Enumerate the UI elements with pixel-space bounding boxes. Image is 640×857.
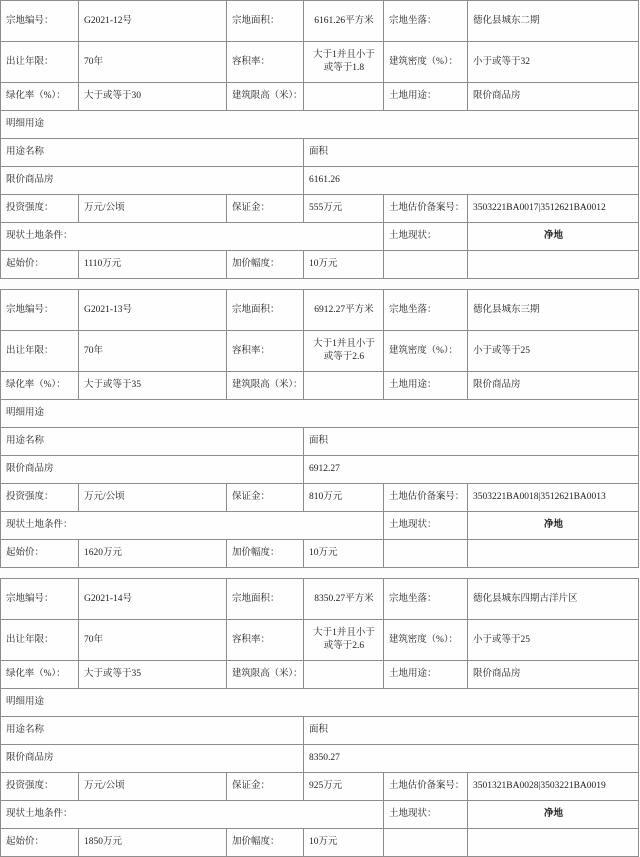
- block-separator: [0, 279, 640, 289]
- value-green-rate: 大于或等于30: [79, 83, 227, 111]
- table-row: [1, 251, 639, 279]
- table-row: [1, 223, 639, 251]
- label-investment-intensity: 投资强度：: [1, 484, 79, 512]
- table-row: [1, 428, 639, 456]
- label-land-status: 土地现状：: [384, 223, 468, 251]
- value-deposit: 555万元: [304, 195, 384, 223]
- value-valuation-record-no: 3501321BA0028|3503221BA0019: [468, 773, 639, 801]
- label-valuation-record-no: 土地估价备案号：: [384, 484, 468, 512]
- value-land-status: 净地: [468, 223, 639, 251]
- value-land-use: 限价商品房: [468, 661, 639, 689]
- table-row: [1, 456, 639, 484]
- label-starting-price: 起始价：: [1, 540, 79, 568]
- header-area: 面积: [304, 428, 639, 456]
- label-bid-increment: 加价幅度：: [227, 251, 304, 279]
- label-transfer-term: 出让年限：: [1, 331, 79, 372]
- value-bid-increment: 10万元: [304, 829, 384, 857]
- label-parcel-location: 宗地坐落：: [384, 290, 468, 331]
- label-transfer-term: 出让年限：: [1, 620, 79, 661]
- value-transfer-term: 70年: [79, 42, 227, 83]
- label-parcel-area: 宗地面积：: [227, 1, 304, 42]
- label-starting-price: 起始价：: [1, 251, 79, 279]
- value-land-status: 净地: [468, 512, 639, 540]
- value-parcel-location: 德化县城东三期: [468, 290, 639, 331]
- label-height-limit: 建筑限高（米）：: [227, 661, 304, 689]
- label-valuation-record-no: 土地估价备案号：: [384, 195, 468, 223]
- label-investment-intensity: 投资强度：: [1, 195, 79, 223]
- value-use-area: 8350.27: [304, 745, 639, 773]
- label-detail-use: 明细用途: [1, 400, 639, 428]
- table-row: [1, 167, 639, 195]
- value-use-area: 6161.26: [304, 167, 639, 195]
- label-bid-increment: 加价幅度：: [227, 829, 304, 857]
- header-area: 面积: [304, 139, 639, 167]
- value-transfer-term: 70年: [79, 620, 227, 661]
- label-green-rate: 绿化率（%）：: [1, 83, 79, 111]
- header-use-name: 用途名称: [1, 717, 304, 745]
- label-height-limit: 建筑限高（米）：: [227, 83, 304, 111]
- label-deposit: 保证金：: [227, 195, 304, 223]
- value-parcel-area: 8350.27平方米: [304, 579, 384, 620]
- value-floor-area-ratio: 大于1并且小于或等于1.8: [304, 42, 384, 83]
- label-investment-intensity: 投资强度：: [1, 773, 79, 801]
- label-green-rate: 绿化率（%）：: [1, 372, 79, 400]
- value-transfer-term: 70年: [79, 331, 227, 372]
- value-starting-price: 1620万元: [79, 540, 227, 568]
- value-green-rate: 大于或等于35: [79, 661, 227, 689]
- table-row: [1, 801, 639, 829]
- parcel-table-3: [0, 578, 639, 857]
- table-row: [1, 620, 639, 661]
- label-land-use: 土地用途：: [384, 661, 468, 689]
- header-use-name: 用途名称: [1, 139, 304, 167]
- label-parcel-location: 宗地坐落：: [384, 1, 468, 42]
- label-building-density: 建筑密度（%）：: [384, 42, 468, 83]
- table-row: [1, 83, 639, 111]
- table-row: [1, 484, 639, 512]
- table-row: [1, 290, 639, 331]
- value-building-density: 小于或等于32: [468, 42, 639, 83]
- empty-cell: [384, 540, 468, 568]
- value-bid-increment: 10万元: [304, 540, 384, 568]
- value-parcel-location: 德化县城东二期: [468, 1, 639, 42]
- table-row: [1, 689, 639, 717]
- table-row: [1, 579, 639, 620]
- label-land-use: 土地用途：: [384, 372, 468, 400]
- value-bid-increment: 10万元: [304, 251, 384, 279]
- table-row: [1, 1, 639, 42]
- label-land-status: 土地现状：: [384, 512, 468, 540]
- value-building-density: 小于或等于25: [468, 331, 639, 372]
- label-detail-use: 明细用途: [1, 111, 639, 139]
- value-floor-area-ratio: 大于1并且小于或等于2.6: [304, 620, 384, 661]
- block-separator: [0, 568, 640, 578]
- header-area: 面积: [304, 717, 639, 745]
- value-starting-price: 1850万元: [79, 829, 227, 857]
- label-land-use: 土地用途：: [384, 83, 468, 111]
- table-row: [1, 111, 639, 139]
- table-row: [1, 195, 639, 223]
- label-starting-price: 起始价：: [1, 829, 79, 857]
- label-current-land-condition: 现状土地条件：: [1, 512, 384, 540]
- label-valuation-record-no: 土地估价备案号：: [384, 773, 468, 801]
- empty-cell: [468, 251, 639, 279]
- table-row: [1, 717, 639, 745]
- value-use-area: 6912.27: [304, 456, 639, 484]
- value-investment-unit: 万元/公顷: [79, 773, 227, 801]
- value-land-use: 限价商品房: [468, 372, 639, 400]
- empty-cell: [384, 251, 468, 279]
- value-parcel-area: 6912.27平方米: [304, 290, 384, 331]
- label-parcel-no: 宗地编号：: [1, 290, 79, 331]
- value-deposit: 810万元: [304, 484, 384, 512]
- value-parcel-area: 6161.26平方米: [304, 1, 384, 42]
- label-parcel-area: 宗地面积：: [227, 290, 304, 331]
- label-parcel-area: 宗地面积：: [227, 579, 304, 620]
- label-current-land-condition: 现状土地条件：: [1, 223, 384, 251]
- value-deposit: 925万元: [304, 773, 384, 801]
- value-parcel-no: G2021-13号: [79, 290, 227, 331]
- header-use-name: 用途名称: [1, 428, 304, 456]
- label-parcel-no: 宗地编号：: [1, 1, 79, 42]
- value-height-limit: [304, 661, 384, 689]
- value-investment-unit: 万元/公顷: [79, 195, 227, 223]
- label-green-rate: 绿化率（%）：: [1, 661, 79, 689]
- label-detail-use: 明细用途: [1, 689, 639, 717]
- value-parcel-no: G2021-12号: [79, 1, 227, 42]
- table-row: [1, 773, 639, 801]
- value-parcel-no: G2021-14号: [79, 579, 227, 620]
- label-parcel-no: 宗地编号：: [1, 579, 79, 620]
- label-bid-increment: 加价幅度：: [227, 540, 304, 568]
- label-current-land-condition: 现状土地条件：: [1, 801, 384, 829]
- label-land-status: 土地现状：: [384, 801, 468, 829]
- value-valuation-record-no: 3503221BA0017|3512621BA0012: [468, 195, 639, 223]
- value-investment-unit: 万元/公顷: [79, 484, 227, 512]
- label-floor-area-ratio: 容积率：: [227, 331, 304, 372]
- label-building-density: 建筑密度（%）：: [384, 620, 468, 661]
- table-row: [1, 400, 639, 428]
- value-land-status: 净地: [468, 801, 639, 829]
- value-building-density: 小于或等于25: [468, 620, 639, 661]
- value-valuation-record-no: 3503221BA0018|3512621BA0013: [468, 484, 639, 512]
- label-transfer-term: 出让年限：: [1, 42, 79, 83]
- value-parcel-location: 德化县城东四期古洋片区: [468, 579, 639, 620]
- value-starting-price: 1110万元: [79, 251, 227, 279]
- parcel-table-2: [0, 289, 639, 568]
- value-green-rate: 大于或等于35: [79, 372, 227, 400]
- value-height-limit: [304, 372, 384, 400]
- value-use-name: 限价商品房: [1, 456, 304, 484]
- label-deposit: 保证金：: [227, 773, 304, 801]
- empty-cell: [468, 829, 639, 857]
- value-use-name: 限价商品房: [1, 167, 304, 195]
- table-row: [1, 661, 639, 689]
- table-row: [1, 139, 639, 167]
- empty-cell: [384, 829, 468, 857]
- label-height-limit: 建筑限高（米）：: [227, 372, 304, 400]
- label-parcel-location: 宗地坐落：: [384, 579, 468, 620]
- table-row: [1, 372, 639, 400]
- label-floor-area-ratio: 容积率：: [227, 620, 304, 661]
- value-height-limit: [304, 83, 384, 111]
- parcel-table-1: [0, 0, 639, 279]
- table-row: [1, 829, 639, 857]
- value-land-use: 限价商品房: [468, 83, 639, 111]
- table-row: [1, 540, 639, 568]
- table-row: [1, 42, 639, 83]
- label-building-density: 建筑密度（%）：: [384, 331, 468, 372]
- empty-cell: [468, 540, 639, 568]
- table-row: [1, 331, 639, 372]
- label-deposit: 保证金：: [227, 484, 304, 512]
- value-use-name: 限价商品房: [1, 745, 304, 773]
- table-row: [1, 745, 639, 773]
- value-floor-area-ratio: 大于1并且小于或等于2.6: [304, 331, 384, 372]
- table-row: [1, 512, 639, 540]
- label-floor-area-ratio: 容积率：: [227, 42, 304, 83]
